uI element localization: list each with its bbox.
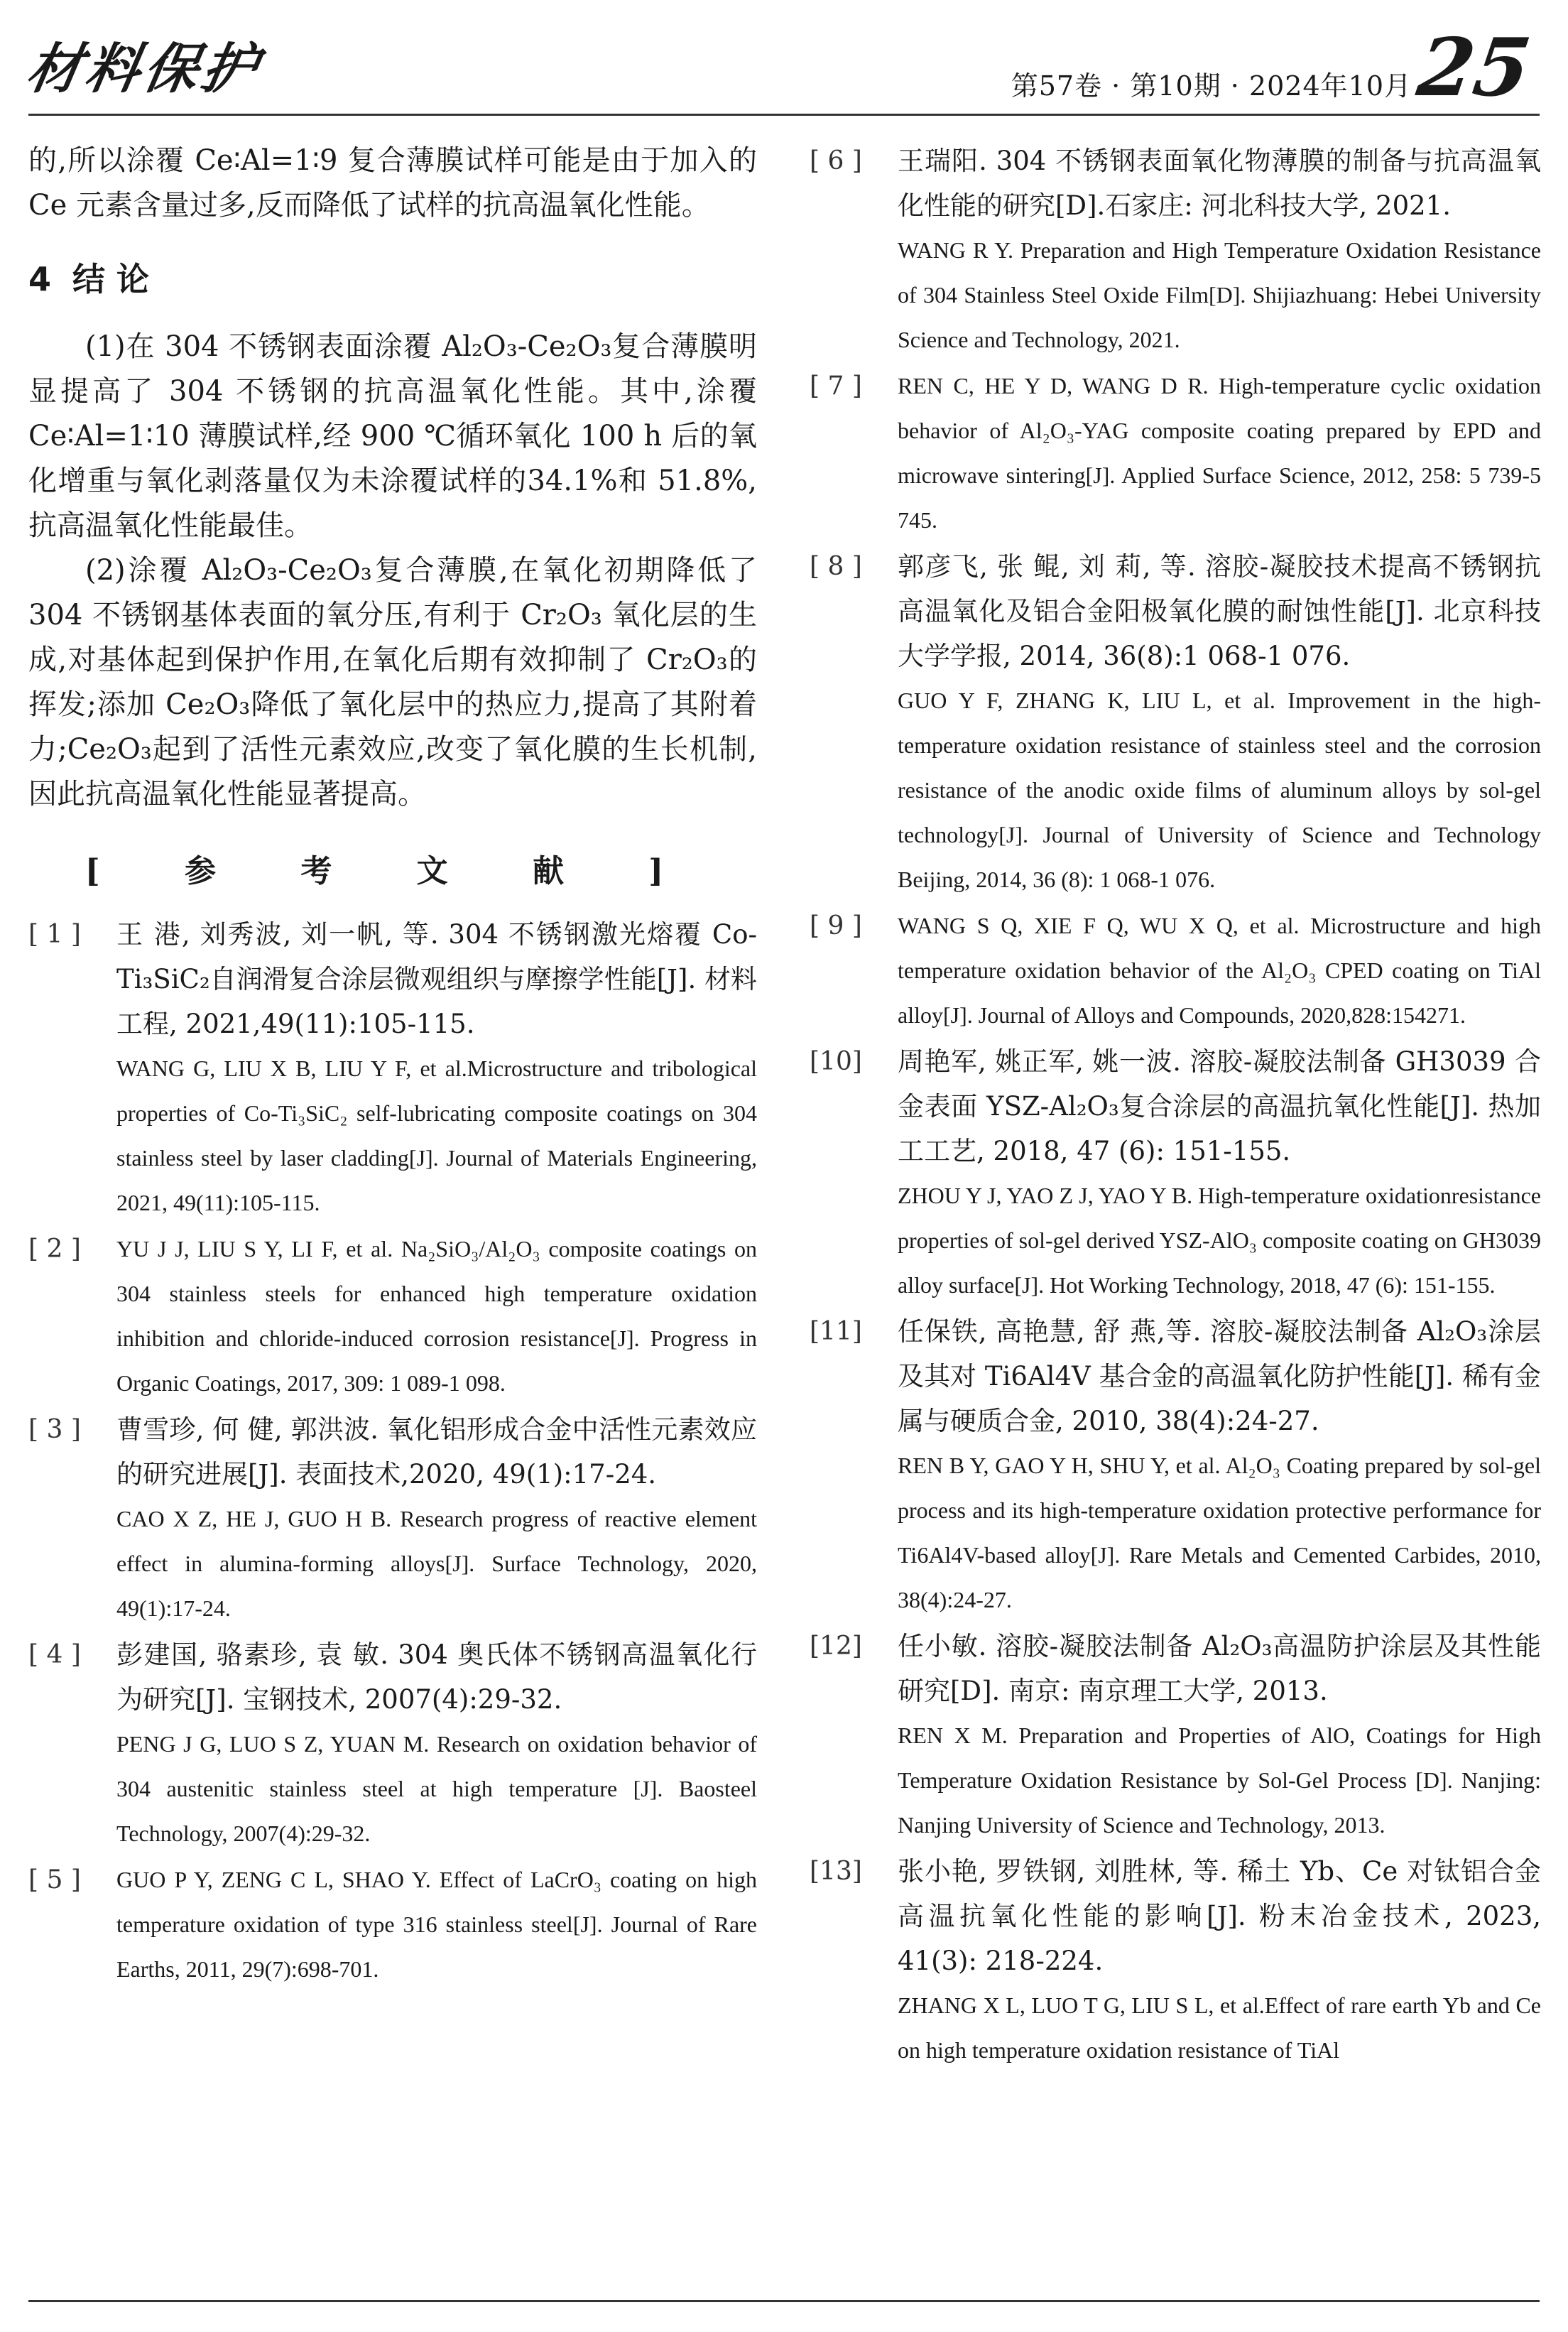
reference-item: [810, 904, 1541, 1038]
section-number: 4: [28, 260, 52, 298]
reference-item: [810, 1309, 1541, 1622]
page-number: 25: [1412, 21, 1537, 114]
reference-label: [ 5 ]: [28, 1865, 81, 1894]
reference-item: [810, 544, 1541, 902]
reference-en: REN B Y, GAO Y H, SHU Y, et al. Al₂O₃ Coating prepared by sol-gel process and its high-temperature oxidation protective performance for Ti6Al4V-based alloy[J]. Rare Metals and Cemented Carbides, 2010, 38(4):24-27.: [898, 1453, 1541, 1612]
page-header: [22, 21, 1540, 114]
reference-label: [ 9 ]: [810, 911, 862, 940]
reference-en: WANG S Q, XIE F Q, WU X Q, et al. Microstructure and high temperature oxidation behavior of the Al₂O₃ CPED coating on TiAl alloy[J]. Journal of Alloys and Compounds, 2020,828:154271.: [898, 913, 1541, 1028]
reference-cn: 彭建国, 骆素珍, 袁 敏. 304 奥氏体不锈钢高温氧化行为研究[J]. 宝钢技术, 2007(4):29-32.: [116, 1639, 757, 1715]
reference-item: [28, 1227, 757, 1406]
reference-en: WANG G, LIU X B, LIU Y F, et al.Microstructure and tribological properties of Co-Ti₃SiC₂ self-lubricating composite coatings on 304 stainless steel by laser cladding[J]. Journal of Materials Engineering, 2021, 49(11):105-115.: [116, 1056, 757, 1215]
reference-en: ZHANG X L, LUO T G, LIU S L, et al.Effect of rare earth Yb and Ce on high temperature oxidation resistance of TiAl: [898, 1992, 1541, 2063]
reference-label: [ 3 ]: [28, 1415, 81, 1444]
reference-cn: 张小艳, 罗铁钢, 刘胜林, 等. 稀土 Yb、Ce 对钛铝合金高温抗氧化性能的影响[J]. 粉末冶金技术, 2023, 41(3): 218-224.: [898, 1856, 1541, 1976]
reference-label: [ 4 ]: [28, 1640, 81, 1669]
reference-en: YU J J, LIU S Y, LI F, et al. Na₂SiO₃/Al₂O₃ composite coatings on 304 stainless steels for enhanced high temperature oxidation inhibition and chloride-induced corrosion resistance[J]. Progress in Organic Coatings, 2017, 309: 1 089-1 098.: [116, 1236, 757, 1396]
reference-label: [ 6 ]: [810, 146, 862, 175]
reference-item: [810, 1039, 1541, 1308]
reference-cn: 王 港, 刘秀波, 刘一帆, 等. 304 不锈钢激光熔覆 Co-Ti₃SiC₂自润滑复合涂层微观组织与摩擦学性能[J]. 材料工程, 2021,49(11):105-115.: [116, 919, 757, 1039]
reference-en: PENG J G, LUO S Z, YUAN M. Research on oxidation behavior of 304 austenitic stainless steel at high temperature [J]. Baosteel Technology, 2007(4):29-32.: [116, 1731, 757, 1846]
reference-cn: 任保铁, 高艳慧, 舒 燕,等. 溶胶-凝胶法制备 Al₂O₃涂层及其对 Ti6Al4V 基合金的高温氧化防护性能[J]. 稀有金属与硬质合金, 2010, 38(4):24-27.: [898, 1316, 1541, 1436]
reference-item: [810, 1849, 1541, 2073]
section-title: 结 论: [72, 260, 150, 298]
reference-cn: 周艳军, 姚正军, 姚一波. 溶胶-凝胶法制备 GH3039 合金表面 YSZ-Al₂O₃复合涂层的高温抗氧化性能[J]. 热加工工艺, 2018, 47 (6): 151-155.: [898, 1046, 1541, 1166]
reference-item: [28, 1407, 757, 1631]
section-heading: [28, 254, 757, 300]
reference-label: [11]: [810, 1317, 862, 1346]
reference-label: [ 2 ]: [28, 1235, 81, 1264]
reference-item: [28, 1632, 757, 1856]
right-column: [810, 139, 1541, 2074]
reference-item: [810, 139, 1541, 362]
journal-name: 材料保护: [22, 37, 266, 100]
conclusion-paragraph: (2)涂覆 Al₂O₃-Ce₂O₃复合薄膜,在氧化初期降低了 304 不锈钢基体表面的氧分压,有利于 Cr₂O₃ 氧化层的生成,对基体起到保护作用,在氧化后期有效抑制了 Cr₂O₃的挥发;添加 Ce₂O₃降低了氧化层中的热应力,提高了其附着力;Ce₂O₃起到了活性元素效应,改变了氧化膜的生长机制,因此抗高温氧化性能显著提高。: [28, 554, 757, 810]
conclusion-paragraph: (1)在 304 不锈钢表面涂覆 Al₂O₃-Ce₂O₃复合薄膜明显提高了 304 不锈钢的抗高温氧化性能。其中,涂覆 Ce∶Al=1∶10 薄膜试样,经 900 ℃循环氧化 100 h 后的氧化增重与氧化剥落量仅为未涂覆试样的34.1%和 51.8%,抗高温氧化性能最佳。: [28, 330, 757, 542]
reference-label: [13]: [810, 1857, 862, 1886]
reference-cn: 王瑞阳. 304 不锈钢表面氧化物薄膜的制备与抗高温氧化性能的研究[D].石家庄: 河北科技大学, 2021.: [898, 146, 1541, 221]
reference-en: CAO X Z, HE J, GUO H B. Research progress of reactive element effect in alumina-forming alloys[J]. Surface Technology, 2020, 49(1):17-24.: [116, 1506, 757, 1621]
reference-cn: 任小敏. 溶胶-凝胶法制备 Al₂O₃高温防护涂层及其性能研究[D]. 南京: 南京理工大学, 2013.: [898, 1631, 1541, 1706]
footer-rule: [28, 2300, 1540, 2302]
reference-label: [ 8 ]: [810, 552, 862, 581]
reference-cn: 曹雪珍, 何 健, 郭洪波. 氧化铝形成合金中活性元素效应的研究进展[J]. 表面技术,2020, 49(1):17-24.: [116, 1414, 757, 1490]
intro-paragraph: 的,所以涂覆 Ce∶Al=1∶9 复合薄膜试样可能是由于加入的 Ce 元素含量过多,反而降低了试样的抗高温氧化性能。: [28, 144, 757, 222]
reference-label: [ 7 ]: [810, 372, 862, 401]
reference-en: REN X M. Preparation and Properties of AlO, Coatings for High Temperature Oxidation Resistance by Sol-Gel Process [D]. Nanjing: Nanjing University of Science and Technology, 2013.: [898, 1723, 1541, 1838]
header-rule: [28, 114, 1540, 116]
reference-label: [ 1 ]: [28, 920, 81, 949]
issue-info: 第57卷 · 第10期 · 2024年10月: [1011, 70, 1412, 102]
left-column: [28, 139, 757, 1993]
reference-item: [810, 364, 1541, 543]
reference-label: [10]: [810, 1047, 862, 1076]
reference-item: [28, 912, 757, 1225]
reference-label: [12]: [810, 1632, 862, 1661]
reference-en: GUO Y F, ZHANG K, LIU L, et al. Improvement in the high-temperature oxidation resistance of stainless steel and the corrosion resistance of the anodic oxide films of aluminum alloys by sol-gel technology[J]. Journal of University of Science and Technology Beijing, 2014, 36 (8): 1 068-1 076.: [898, 688, 1541, 892]
reference-en: GUO P Y, ZENG C L, SHAO Y. Effect of LaCrO₃ coating on high temperature oxidation of type 316 stainless steel[J]. Journal of Rare Earths, 2011, 29(7):698-701.: [116, 1867, 757, 1982]
reference-cn: 郭彦飞, 张 鲲, 刘 莉, 等. 溶胶-凝胶技术提高不锈钢抗高温氧化及铝合金阳极氧化膜的耐蚀性能[J]. 北京科技大学学报, 2014, 36(8):1 068-1 076.: [898, 551, 1541, 671]
reference-en: REN C, HE Y D, WANG D R. High-temperature cyclic oxidation behavior of Al₂O₃-YAG composite coating prepared by EPD and microwave sintering[J]. Applied Surface Science, 2012, 258: 5 739-5 745.: [898, 373, 1541, 533]
reference-item: [28, 1858, 757, 1992]
reference-en: ZHOU Y J, YAO Z J, YAO Y B. High-temperature oxidationresistance properties of sol-gel derived YSZ-AlO₃ composite coating on GH3039 alloy surface[J]. Hot Working Technology, 2018, 47 (6): 151-155.: [898, 1183, 1541, 1298]
reference-item: [810, 1624, 1541, 1848]
references-heading: [ 参 考 文 献 ]: [85, 853, 701, 889]
reference-en: WANG R Y. Preparation and High Temperature Oxidation Resistance of 304 Stainless Steel Oxide Film[D]. Shijiazhuang: Hebei University Science and Technology, 2021.: [898, 237, 1541, 352]
